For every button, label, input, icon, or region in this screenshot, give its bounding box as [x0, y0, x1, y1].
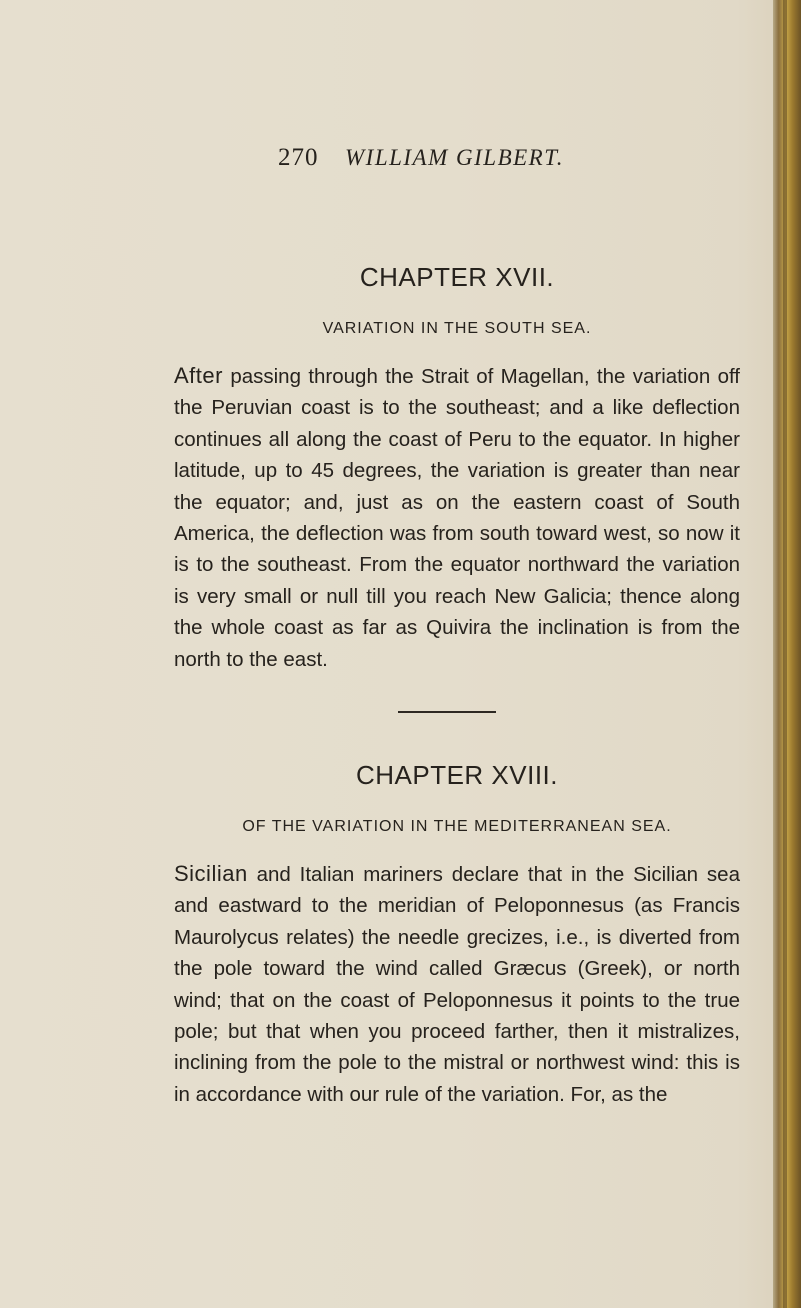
page-number: 270 [278, 144, 319, 171]
chapter-xviii-heading: CHAPTER XVIII. [355, 760, 559, 790]
chapter-xvii-lead-word: After [174, 363, 223, 388]
chapter-divider [398, 711, 496, 713]
chapter-xviii-body: and Italian mariners declare that in the Sicilian sea and eastward to the meridian of Peloponnesus (as Francis Maurolycus relates) the needle grecizes, i.e., is diverted from the pole toward the wind called Græcus (Greek), or north wind; that on the coast of Peloponnesus it points to the true pole; but that when you proceed farther, then it mistralizes, inclining from the pole to the mistral or northwest wind: this is in accordance with our rule of the variation. For, as the [174, 863, 740, 1106]
running-head [0, 144, 801, 178]
page-edge [773, 0, 801, 1308]
chapter-xvii-paragraph [174, 360, 740, 675]
chapter-xviii-paragraph [174, 858, 740, 1110]
chapter-xvii-subheading: VARIATION IN THE SOUTH SEA. [322, 320, 592, 337]
chapter-xviii-subheading: OF THE VARIATION IN THE MEDITERRANEAN SEA. [242, 818, 672, 835]
chapter-xvii-body: passing through the Strait of Magellan, the variation off the Peruvian coast is to the southeast; and a like deflection continues all along the coast of Peru to the equator. In higher latitude, up to 45 degrees, the variation is greater than near the equator; and, just as on the eastern coast of South America, the deflection was from south toward west, so now it is to the southeast. From the equator northward the variation is very small or null till you reach New Galicia; thence along the whole coast as far as Quivira the inclination is from the north to the east. [174, 365, 740, 671]
chapter-xviii-lead-word: Sicilian [174, 861, 248, 886]
page-edge-shadow [783, 0, 787, 1308]
running-title: WILLIAM GILBERT. [345, 145, 565, 170]
chapter-xvii-heading: CHAPTER XVII. [359, 262, 555, 292]
